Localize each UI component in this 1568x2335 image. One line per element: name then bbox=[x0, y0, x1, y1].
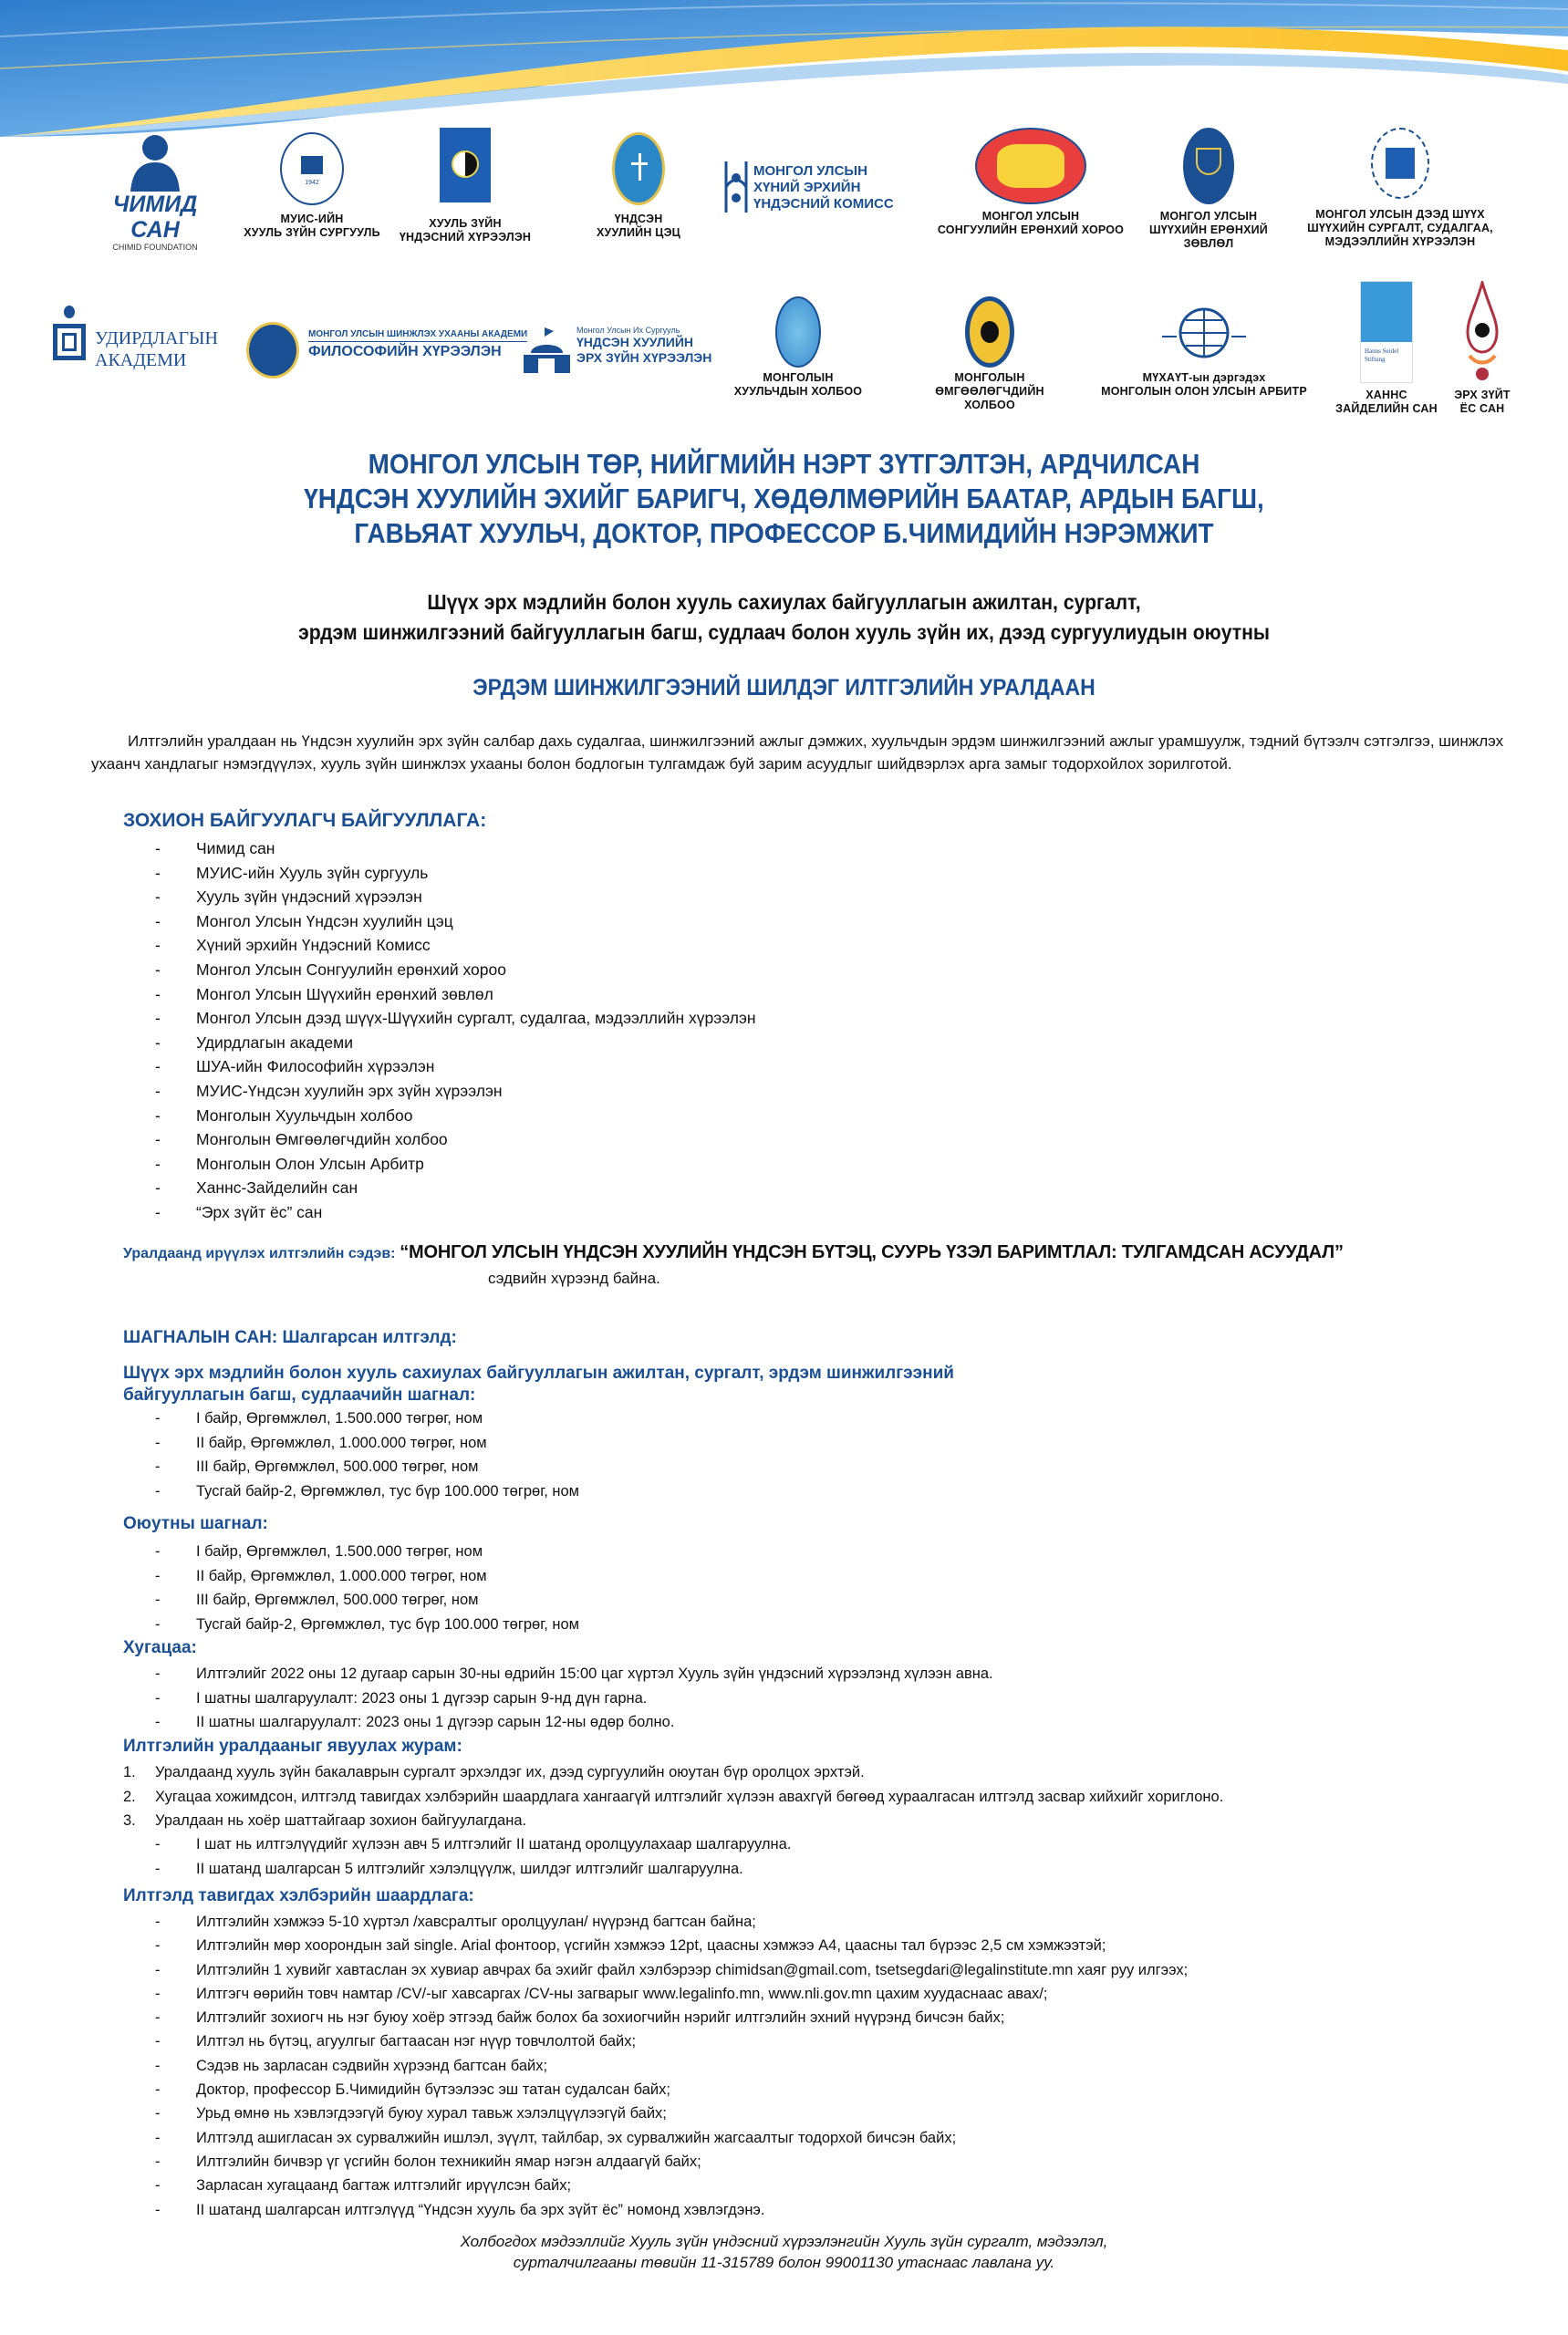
page-title bbox=[78, 447, 1490, 551]
list-item: - Илтгэлийн хэмжээ 5-10 хүртэл /хавсралтыг оролцуулан/ нүүрэнд багтсан байна; bbox=[155, 1914, 756, 1930]
logo-chimid-foundation bbox=[87, 128, 223, 252]
list-item: - III байр, Өргөмжлөл, 500.000 төгрөг, ном bbox=[155, 1592, 479, 1608]
logo-arbitration-center bbox=[1095, 296, 1314, 399]
logo-line: ХҮНИЙ ЭРХИЙН bbox=[753, 180, 861, 195]
intro-paragraph: Илтгэлийн уралдаан нь Үндсэн хуулийн эрх зүйн салбар дахь судалгаа, шинжилгээний ажлыг дэмжих, хуульчдын эрдэм шинжилгээний ажлыг урамшуулж, тэдний бүтээлч сэтгэлгээ, шинжлэх ухаанч хандлагыг нэмэгдүүлэх, хууль зүйн шинжлэх ухааны болон бодлогын тулгамдаж буй зарим асуудлыг шийдвэрлэх арга замыг тодорхойлох зорилготой. bbox=[91, 732, 1504, 773]
list-item: - II байр, Өргөмжлөл, 1.000.000 төгрөг, ном bbox=[155, 1434, 487, 1451]
prizes-heading: ШАГНАЛЫН САН: Шалгарсан илтгэлд: bbox=[123, 1328, 457, 1347]
logo-caption: ӨМГӨӨЛӨГЧДИЙН ХОЛБОО bbox=[935, 385, 1044, 411]
topic-label: Уралдаанд ирүүлэх илтгэлийн сэдэв: bbox=[123, 1246, 396, 1261]
staff-prize-list bbox=[155, 1406, 579, 1503]
list-item: - I шатны шалгаруулалт: 2023 оны 1 дүгээр сарын 9-нд дүн гарна. bbox=[155, 1689, 648, 1707]
student-prize-heading: Оюутны шагнал: bbox=[123, 1514, 268, 1533]
list-item: 2. Хугацаа хожимдсон, илтгэлд тавигдах хэлбэрийн шаардлага хангаагүй илтгэлийг хүлээн авахгүй бөгөөд хураалгасан илтгэлд засвар хийхийг хориглоно. bbox=[123, 1788, 1224, 1805]
judicial-council-seal-icon bbox=[1183, 128, 1234, 204]
deadline-list bbox=[155, 1662, 993, 1735]
list-item: - Доктор, профессор Б.Чимидийн бүтээлээс эш татан судалсан байх; bbox=[155, 2081, 670, 2099]
supreme-court-book-seal-icon bbox=[1371, 128, 1429, 199]
logo-bar-association bbox=[730, 296, 867, 399]
subtitle-line: эрдэм шинжилгээний байгууллагын багш, судлаач болон хууль зүйн их, дээд сургуулиудын оюутны bbox=[298, 620, 1270, 644]
arbitration-globe-icon bbox=[1158, 296, 1250, 368]
staff-prize-heading-line: байгууллагын багш, судлаачийн шагнал: bbox=[123, 1385, 476, 1405]
scales-seal-icon bbox=[612, 132, 665, 205]
logo-caption: СОНГУУЛИЙН ЕРӨНХИЙ ХОРОО bbox=[937, 223, 1125, 236]
logo-judicial-council bbox=[1140, 128, 1277, 251]
logo-line: УДИРДЛАГЫН bbox=[95, 328, 218, 348]
list-item: - Хууль зүйн үндэсний хүрээлэн bbox=[155, 887, 422, 907]
logo-caption: ХУУЛЬ ЗҮЙН bbox=[429, 217, 502, 230]
requirements-list bbox=[155, 1910, 1188, 2222]
list-item: - I байр, Өргөмжлөл, 1.500.000 төгрөг, ном bbox=[155, 1410, 483, 1427]
list-item: - Тусгай байр-2, Өргөмжлөл, тус бүр 100.000 төгрөг, ном bbox=[155, 1482, 580, 1500]
list-item: - Чимид сан bbox=[155, 839, 275, 857]
logo-caption: ШҮҮХИЙН СУРГАЛТ, СУДАЛГАА, bbox=[1307, 222, 1493, 234]
list-item: - МУИС-Үндсэн хуулийн эрх зүйн хүрээлэн bbox=[155, 1081, 503, 1100]
logo-caption: ХАННС bbox=[1366, 389, 1407, 401]
logo-line: МОНГОЛ УЛСЫН bbox=[753, 163, 867, 179]
bar-association-seal-icon bbox=[775, 296, 821, 368]
procedure-heading: Илтгэлийн уралдааныг явуулах журам: bbox=[123, 1737, 462, 1756]
logo-caption: МУИС-ИЙН bbox=[280, 213, 344, 225]
logo-title: ЧИМИД САН bbox=[112, 192, 198, 243]
list-item: - Удирдлагын академи bbox=[155, 1033, 353, 1052]
logo-national-legal-institute bbox=[392, 128, 538, 244]
deadline-heading: Хугацаа: bbox=[123, 1638, 197, 1657]
logo-caption: МОНГОЛЫН bbox=[763, 371, 834, 384]
list-item: - II шатны шалгаруулалт: 2023 оны 1 дүгээр сарын 12-ны өдөр болно. bbox=[155, 1714, 675, 1730]
logo-line: ЭРХ ЗҮЙН ХҮРЭЭЛЭН bbox=[576, 350, 712, 365]
logo-hanns-seidel bbox=[1332, 281, 1441, 416]
logo-caption: МЭДЭЭЛЛИЙН ХҮРЭЭЛЭН bbox=[1324, 235, 1476, 248]
list-item: - I шат нь илтгэлүүдийг хүлээн авч 5 илтгэлийг II шатанд оролцуулахаар шалгаруулна. bbox=[155, 1836, 792, 1852]
logo-line: АКАДЕМИ bbox=[95, 350, 187, 370]
logo-advocates-association bbox=[921, 296, 1058, 412]
topic-line bbox=[123, 1242, 1344, 1263]
logo-caption: МОНГОЛ УЛСЫН bbox=[1159, 210, 1258, 223]
organizers-heading: ЗОХИОН БАЙГУУЛАГЧ БАЙГУУЛЛАГА: bbox=[123, 810, 487, 831]
logo-line: ФИЛОСОФИЙН ХҮРЭЭЛЭН bbox=[308, 344, 502, 359]
yin-yang-puzzle-icon bbox=[440, 128, 491, 202]
erdem-seal-icon bbox=[246, 322, 299, 379]
list-item: - Хүний эрхийн Үндэсний Комисс bbox=[155, 936, 431, 955]
list-item: - Монголын Өмгөөлөгчдийн холбоо bbox=[155, 1130, 448, 1149]
topic-suffix: сэдвийн хүрээнд байна. bbox=[488, 1270, 660, 1287]
list-item: - Илтгэлийг зохиогч нь нэг буюу хоёр этгээд байж болох ба зохиогчийн нэрийг илтгэлийн эхний нүүрэнд бичсэн байх; bbox=[155, 2009, 1005, 2027]
logo-election-commission bbox=[926, 128, 1136, 237]
list-item: - II шатанд шалгарсан 5 илтгэлийг хэлэлцүүлж, шилдэг илтгэлийг шалгаруулна. bbox=[155, 1860, 743, 1877]
staff-prize-heading-line: Шүүх эрх мэдлийн болон хууль сахиулах байгууллагын ажилтан, сургалт, эрдэм шинжилгээний bbox=[123, 1364, 954, 1383]
logo-caption: ЗАЙДЕЛИЙН САН bbox=[1335, 402, 1438, 415]
list-item: - III байр, Өргөмжлөл, 500.000 төгрөг, ном bbox=[155, 1458, 479, 1475]
logo-line: ҮНДЭСНИЙ КОМИСС bbox=[753, 196, 894, 212]
logo-nums-law-school bbox=[239, 132, 385, 240]
logo-constitutional-court bbox=[584, 132, 693, 240]
footer-line: сурталчилгааны төвийн 11-315789 болон 99001130 утаснаас лавлана уу. bbox=[513, 2254, 1055, 2271]
logo-rule-of-law-foundation bbox=[1446, 281, 1519, 416]
list-item: - Илтгэлийн 1 хувийг хавтаслан эх хувиар авчрах ба эхийг файл хэлбэрээр chimidsan@gmail.com, tsetsegdari@legalinstitute.mn хаяг руу илгээх; bbox=[155, 1961, 1189, 1978]
list-item: - Илтгэгч өөрийн товч намтар /CV/-ыг хавсаргах /CV-ны загварыг www.legalinfo.mn, www.nli.gov.mn цахим хуудаснаас авах/; bbox=[155, 1985, 1048, 2002]
seal-year: 1942 bbox=[305, 180, 319, 186]
logo-caption: ШҮҮХИЙН ЕРӨНХИЙ bbox=[1148, 223, 1268, 236]
list-item: - Монголын Олон Улсын Арбитр bbox=[155, 1154, 424, 1173]
subtitle-line: Шүүх эрх мэдлийн болон хууль сахиулах байгууллагын ажилтан, сургалт, bbox=[427, 590, 1141, 614]
list-item: - Илтгэлийн мөр хоорондын зай single. Arial фонтоор, үсгийн хэмжээ 12pt, цаасны хэмжээ A4, цаасны тал бүрээс 2,5 см хэмжээтэй; bbox=[155, 1937, 1106, 1955]
logo-line: МОНГОЛ УЛСЫН ШИНЖЛЭХ УХААНЫ АКАДЕМИ bbox=[308, 329, 527, 342]
footer-line: Холбогдох мэдээллийг Хууль зүйн үндэсний хүрээлэнгийн Хууль зүйн сургалт, мэдээлэл, bbox=[460, 2233, 1108, 2250]
advocates-seal-icon bbox=[965, 296, 1014, 368]
logo-caption: ХУУЛЬЧДЫН ХОЛБОО bbox=[733, 385, 863, 398]
topic-value: “МОНГОЛ УЛСЫН ҮНДСЭН ХУУЛИЙН ҮНДСЭН БҮТЭЦ, СУУРЬ ҮЗЭЛ БАРИМТЛАЛ: ТУЛГАМДСАН АСУУДАЛ” bbox=[400, 1242, 1344, 1262]
contest-title: ЭРДЭМ ШИНЖИЛГЭЭНИЙ ШИЛДЭГ ИЛТГЭЛИЙН УРАЛДААН bbox=[472, 675, 1096, 700]
list-item: - МУИС-ийн Хууль зүйн сургууль bbox=[155, 863, 429, 882]
list-item: - I байр, Өргөмжлөл, 1.500.000 төгрөг, ном bbox=[155, 1543, 483, 1560]
list-item: - Сэдэв нь зарласан сэдвийн хүрээнд багтсан байх; bbox=[155, 2057, 548, 2074]
nums-seal-icon bbox=[280, 132, 344, 205]
list-item: - Илтгэлийг 2022 оны 12 дугаар сарын 30-ны өдрийн 15:00 цаг хүртэл Хууль зүйн үндэсний хүрээлэнд хүлээн авна. bbox=[155, 1666, 993, 1682]
page-title-line: МОНГОЛ УЛСЫН ТӨР, НИЙГМИЙН НЭРТ ЗҮТГЭЛТЭН, АРДЧИЛСАН bbox=[368, 448, 1200, 480]
logo-text: Hanns Seidel Stiftung bbox=[1365, 348, 1399, 363]
list-item: - II шатанд шалгарсан илтгэлүүд “Үндсэн хууль ба эрх зүйт ёс” номонд хэвлэгдэнэ. bbox=[155, 2201, 765, 2218]
organizers-list bbox=[155, 836, 756, 1225]
list-item: - II байр, Өргөмжлөл, 1.000.000 төгрөг, ном bbox=[155, 1567, 487, 1584]
list-item: - Ханнс-Зайделийн сан bbox=[155, 1178, 358, 1198]
hanns-seidel-logo bbox=[1360, 281, 1413, 383]
procedure-sub-list bbox=[155, 1832, 791, 1881]
chimid-foundation-logo bbox=[123, 128, 187, 192]
list-item: 1. Уралдаанд хууль зүйн бакалаврын сургалт эрхэлдэг их, дээд сургуулийн оюутан бүр оролцох эрхтэй. bbox=[123, 1764, 865, 1780]
partner-logos-row-2 bbox=[0, 278, 1568, 424]
logo-caption: ҮНДЭСНИЙ ХҮРЭЭЛЭН bbox=[399, 231, 532, 244]
logo-caption: МОНГОЛЫН ОЛОН УЛСЫН АРБИТР bbox=[1101, 385, 1307, 398]
logo-caption: ЁС САН bbox=[1459, 402, 1505, 415]
logo-caption: МОНГОЛЫН bbox=[954, 371, 1025, 384]
list-item: - Монгол Улсын Сонгуулийн ерөнхий хороо bbox=[155, 960, 506, 979]
list-item: - Тусгай байр-2, Өргөмжлөл, тус бүр 100.000 төгрөг, ном bbox=[155, 1615, 580, 1633]
list-item: - Илтгэлийн бичвэр үг үсгийн болон техникийн ямар нэгэн алдаагүй байх; bbox=[155, 2153, 701, 2170]
eye-drop-icon bbox=[1464, 281, 1501, 383]
logo-caption: ХУУЛЬ ЗҮЙН СУРГУУЛЬ bbox=[244, 226, 380, 239]
list-item: - Монгол Улсын дээд шүүх-Шүүхийн сургалт, судалгаа, мэдээллийн хүрээлэн bbox=[155, 1009, 756, 1028]
logo-supreme-court-institute bbox=[1295, 128, 1505, 249]
election-commission-seal-icon bbox=[975, 128, 1086, 204]
logo-line: Монгол Улсын Их Сургууль bbox=[576, 326, 680, 335]
list-item: - Илтгэлд ашигласан эх сурвалжийн ишлэл, зүүлт, тайлбар, эх сурвалжийн жагсаалтыг тодорхой бичсэн байх; bbox=[155, 2129, 957, 2146]
list-item: - Монгол Улсын Үндсэн хуулийн цэц bbox=[155, 911, 453, 930]
logo-subtitle: CHIMID FOUNDATION bbox=[112, 243, 198, 252]
partner-logos-row-1 bbox=[0, 128, 1568, 265]
footer-contact-note bbox=[0, 2231, 1568, 2273]
page-subtitle bbox=[63, 587, 1505, 648]
page-title-line: ГАВЬЯАТ ХУУЛЬЧ, ДОКТОР, ПРОФЕССОР Б.ЧИМИДИЙН НЭРЭМЖИТ bbox=[354, 517, 1214, 549]
list-item: - Илтгэл нь бүтэц, агуулгыг багтаасан нэг нүүр товчлолтой байх; bbox=[155, 2033, 637, 2050]
list-item: - Монголын Хуульчдын холбоо bbox=[155, 1105, 413, 1125]
list-item: - ШУА-ийн Философийн хүрээлэн bbox=[155, 1057, 435, 1076]
page-title-line: ҮНДСЭН ХУУЛИЙН ЭХИЙГ БАРИГЧ, ХӨДӨЛМӨРИЙН БААТАР, АРДЫН БАГШ, bbox=[304, 483, 1264, 514]
human-rights-figure-icon bbox=[722, 160, 750, 214]
logo-caption: ЗӨВЛӨЛ bbox=[1183, 237, 1234, 250]
logo-caption: МОНГОЛ УЛСЫН bbox=[981, 210, 1080, 223]
list-item: - Урьд өмнө нь хэвлэгдээгүй буюу хурал тавьж хэлэлцүүлээгүй байх; bbox=[155, 2105, 667, 2122]
requirements-heading: Илтгэлд тавигдах хэлбэрийн шаардлага: bbox=[123, 1886, 474, 1905]
academy-square-soyombo-icon bbox=[53, 306, 86, 360]
logo-caption: ХУУЛИЙН ЦЭЦ bbox=[596, 226, 680, 239]
logo-caption: ЭРХ ЗҮЙТ bbox=[1454, 389, 1511, 401]
logo-caption: ҮНДСЭН bbox=[614, 213, 663, 225]
logo-caption: МҮХАҮТ-ын дэргэдэх bbox=[1142, 371, 1266, 384]
university-building-icon bbox=[522, 326, 572, 376]
list-item: - Монгол Улсын Шүүхийн ерөнхий зөвлөл bbox=[155, 984, 493, 1003]
procedure-list bbox=[123, 1760, 1223, 1833]
list-item: - Зарласан хугацаанд багтаж илтгэлийг ирүүлсэн байх; bbox=[155, 2177, 572, 2195]
list-item: 3. Уралдаан нь хоёр шаттайгаар зохион байгуулагдана. bbox=[123, 1812, 527, 1829]
logo-line: ҮНДСЭН ХУУЛИЙН bbox=[576, 335, 694, 349]
logo-caption: МОНГОЛ УЛСЫН ДЭЭД ШҮҮХ bbox=[1315, 208, 1485, 221]
student-prize-list bbox=[155, 1540, 579, 1636]
list-item: - “Эрх зүйт ёс” сан bbox=[155, 1202, 323, 1221]
header-banner bbox=[0, 0, 1568, 137]
staff-prize-heading bbox=[123, 1363, 954, 1406]
